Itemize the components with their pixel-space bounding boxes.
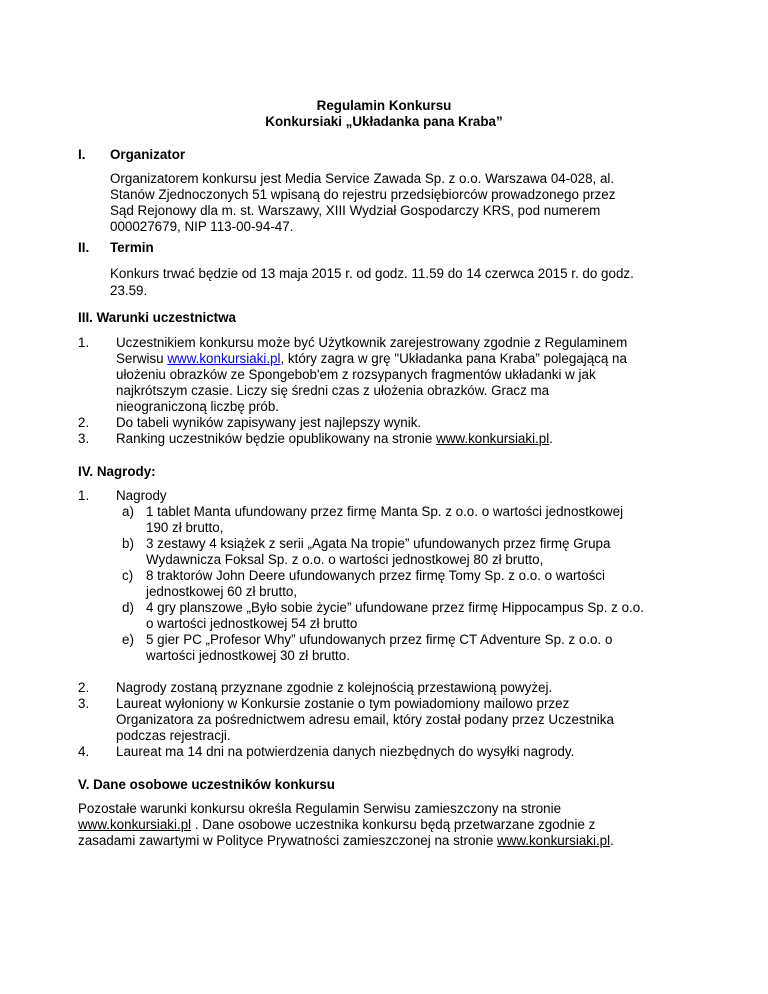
text-line: 23.59. xyxy=(110,283,148,298)
list-number: 3. xyxy=(78,696,90,711)
konkursiaki-link[interactable]: www.konkursiaki.pl xyxy=(167,351,281,366)
document-subtitle: Konkursiaki „Układanka pana Kraba” xyxy=(265,114,503,129)
text-span: . xyxy=(549,431,553,446)
prize-item-a xyxy=(146,504,623,536)
text-line: 8 traktorów John Deere ufundowanych przez firmę Tomy Sp. z o.o. o wartości xyxy=(146,568,605,583)
text-span: , który zagra w grę "Układanka pana Kraba” polegającą na xyxy=(280,351,627,366)
text-line: najkrótszym czasie. Liczy się średni czas z ułożenia obrazków. Gracz ma xyxy=(116,383,550,398)
section-5-body xyxy=(78,801,614,849)
konkursiaki-url-text[interactable]: www.konkursiaki.pl xyxy=(78,817,192,832)
text-span: Ranking uczestników będzie opublikowany na stronie xyxy=(116,431,437,446)
text-span: . xyxy=(610,833,614,848)
section-5-heading: V. Dane osobowe uczestników konkursu xyxy=(78,777,335,792)
list-number: 3. xyxy=(78,431,90,446)
text-line: 3 zestawy 4 książek z serii „Agata Na tropie” ufundowanych przez firmę Grupa xyxy=(146,536,611,551)
text-line: 5 gier PC „Profesor Why” ufundowanych przez firmę CT Adventure Sp. z o.o. o xyxy=(146,632,613,647)
section-1-body xyxy=(110,171,615,235)
section-2-heading: Termin xyxy=(110,240,154,255)
section-1-number: I. xyxy=(78,147,86,162)
prize-letter: c) xyxy=(122,568,134,583)
text-line: nieograniczoną liczbę prób. xyxy=(116,399,280,414)
section-1-heading: Organizator xyxy=(110,147,186,162)
text-line: o wartości jednostkowej 54 zł brutto xyxy=(146,616,358,631)
text-line: 1 tablet Manta ufundowany przez firmę Manta Sp. z o.o. o wartości jednostkowej xyxy=(146,504,624,519)
text-line: Konkurs trwać będzie od 13 maja 2015 r. od godz. 11.59 do 14 czerwca 2015 r. do godz. xyxy=(110,266,634,281)
text-line: wartości jednostkowej 30 zł brutto. xyxy=(146,648,350,663)
text-line: Stanów Zjednoczonych 51 wpisaną do rejestru przedsiębiorców prowadzonego przez xyxy=(110,187,616,202)
section-2-number: II. xyxy=(78,240,90,255)
text-span: Serwisu xyxy=(116,351,168,366)
text-line: podczas rejestracji. xyxy=(116,728,231,743)
text-line: Laureat wyłoniony w Konkursie zostanie o tym powiadomiony mailowo przez xyxy=(116,696,570,711)
list-number: 4. xyxy=(78,744,90,759)
text-line: Organizatorem konkursu jest Media Service Zawada Sp. z o.o. Warszawa 04-028, al. xyxy=(110,171,615,186)
prize-letter: e) xyxy=(122,632,134,647)
text-line: Organizatora za pośrednictwem adresu email, który został podany przez Uczestnika xyxy=(116,712,614,727)
text-line xyxy=(78,833,614,849)
text-line: jednostkowej 60 zł brutto, xyxy=(146,584,298,599)
section-3-heading: III. Warunki uczestnictwa xyxy=(78,310,236,325)
prize-item-e xyxy=(146,632,612,664)
list-number: 1. xyxy=(78,335,90,350)
section-3-item-2: Do tabeli wyników zapisywany jest najlepszy wynik. xyxy=(116,415,422,430)
prize-item-b xyxy=(146,536,610,568)
text-line: 190 zł brutto, xyxy=(146,520,224,535)
prize-letter: d) xyxy=(122,600,134,615)
list-number: 2. xyxy=(78,415,90,430)
section-2-body xyxy=(110,265,634,299)
section-4-item-2: Nagrody zostaną przyznane zgodnie z kolejnością przestawioną powyżej. xyxy=(116,680,553,695)
document-title: Regulamin Konkursu xyxy=(316,98,452,113)
prize-item-c xyxy=(146,568,605,600)
list-number: 2. xyxy=(78,680,90,695)
text-span: . Dane osobowe uczestnika konkursu będą przetwarzane zgodnie z xyxy=(191,817,596,832)
text-line: ułożeniu obrazków ze Spongebob'em z rozsypanych fragmentów układanki w jak xyxy=(116,367,596,382)
section-3-item-1 xyxy=(116,335,627,415)
text-line: 000027679, NIP 113-00-94-47. xyxy=(110,219,294,234)
section-3-item-3 xyxy=(116,431,553,447)
prize-item-d xyxy=(146,600,644,632)
text-span: zasadami zawartymi w Polityce Prywatności zamieszczonej na stronie xyxy=(78,833,497,848)
text-line: Sąd Rejonowy dla m. st. Warszawy, XIII Wydział Gospodarczy KRS, pod numerem xyxy=(110,203,601,218)
section-4-heading: IV. Nagrody: xyxy=(78,464,156,479)
list-number: 1. xyxy=(78,488,90,503)
text-line xyxy=(78,817,614,833)
prize-letter: b) xyxy=(122,536,134,551)
section-4-item-3 xyxy=(116,696,614,744)
konkursiaki-url-text[interactable]: www.konkursiaki.pl xyxy=(496,833,611,848)
section-4-item-4: Laureat ma 14 dni na potwierdzenia danych niezbędnych do wysyłki nagrody. xyxy=(116,744,575,759)
text-line: Wydawnicza Foksal Sp. z o.o. o wartości jednostkowej 80 zł brutto, xyxy=(146,552,544,567)
section-4-item-1: Nagrody xyxy=(116,488,167,503)
text-line xyxy=(116,351,627,367)
konkursiaki-url-text[interactable]: www.konkursiaki.pl xyxy=(436,431,550,446)
prize-letter: a) xyxy=(122,504,134,519)
text-line: 4 gry planszowe „Było sobie życie” ufundowane przez firmę Hippocampus Sp. z o.o. xyxy=(146,600,644,615)
text-line: Pozostałe warunki konkursu określa Regulamin Serwisu zamieszczony na stronie xyxy=(78,801,562,816)
text-line: Uczestnikiem konkursu może być Użytkownik zarejestrowany zgodnie z Regulaminem xyxy=(116,335,628,350)
